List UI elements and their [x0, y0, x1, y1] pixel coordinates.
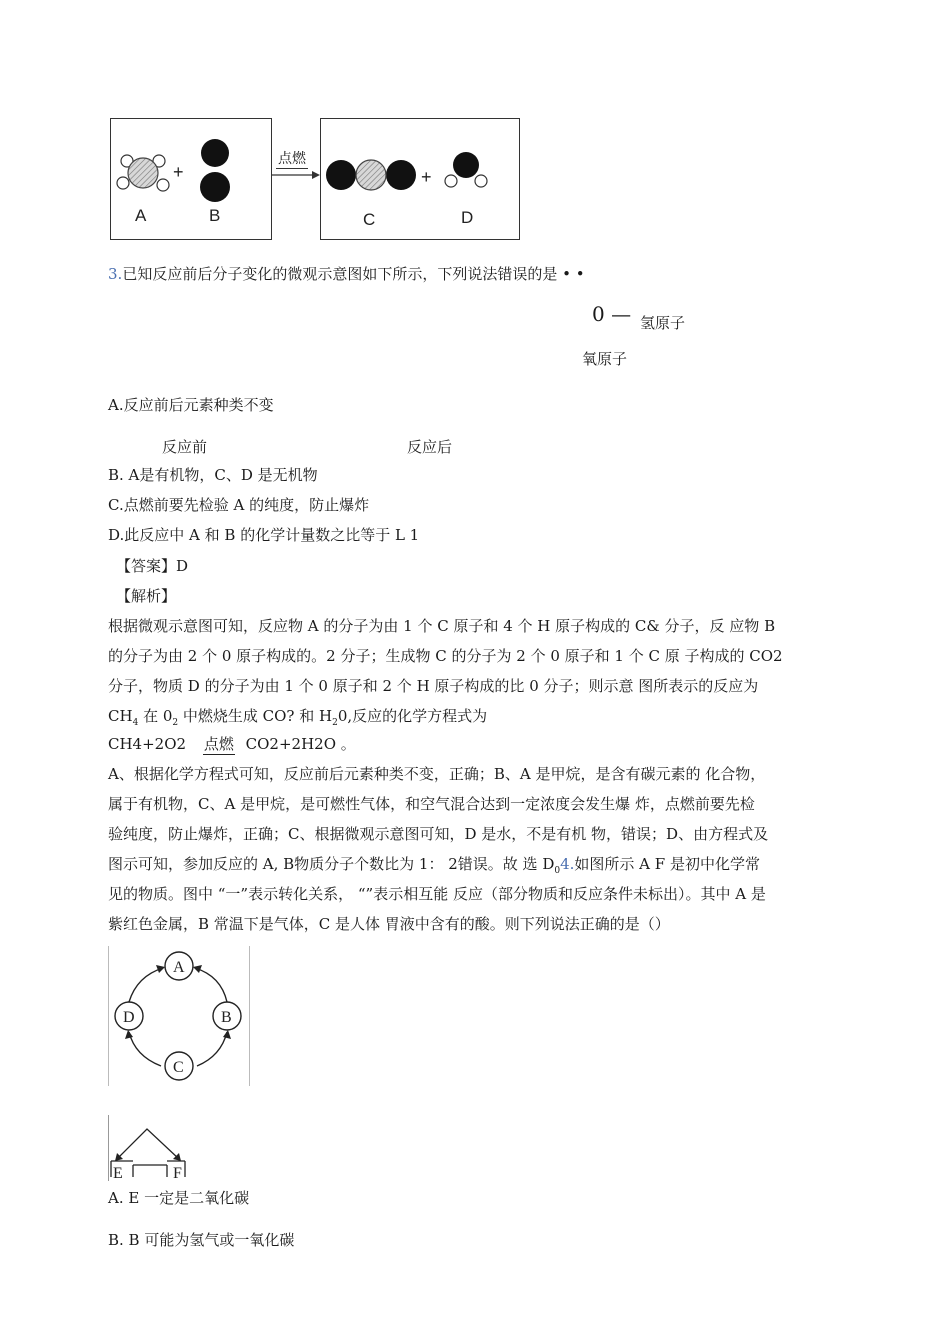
label-d: D	[461, 208, 474, 227]
label-a: A	[135, 206, 147, 225]
equation-right: CO2+2H2O 。	[245, 735, 356, 753]
plus-sign: +	[173, 162, 184, 182]
methane-molecule-icon	[117, 155, 169, 191]
sub-2b: 2	[332, 718, 338, 728]
arrow-label: 点燃	[276, 148, 308, 169]
equation-condition: 点燃	[203, 735, 234, 753]
q4-stem-line-1: 见的物质。图中 “一”表示转化关系， “”表示相互能 反应（部分物质和反应条件未标出）。其中 A 是	[108, 885, 766, 903]
node-a-label: A	[173, 959, 185, 976]
products-panel	[320, 118, 520, 240]
label-c: C	[363, 210, 376, 229]
ch-text: CH	[108, 707, 133, 725]
q3-answer: 【答案】D	[116, 557, 189, 575]
plus-sign-2: +	[421, 167, 432, 187]
explain-sub: 0	[554, 866, 561, 876]
node-c	[165, 1052, 193, 1080]
sub-4: 4	[132, 718, 139, 728]
after-label: 反应后	[407, 438, 453, 456]
sub-2: 2	[172, 718, 179, 728]
reactants-panel	[110, 118, 272, 240]
cycle-drawing	[109, 946, 249, 1086]
analysis-line-1: 根据微观示意图可知，反应物 A 的分子为由 1 个 C 原子和 4 个 H 原子构成的 C& 分子，反 应物 B	[108, 617, 776, 635]
in-text: 在 0	[138, 707, 173, 725]
node-b-label: B	[221, 1009, 232, 1026]
node-d-label: D	[123, 1009, 135, 1026]
mid-text: 中燃烧生成 CO? 和 H	[178, 707, 333, 725]
analysis-line-3: 分子，物质 D 的分子为由 1 个 0 原子和 2 个 H 原子构成的比 0 分子；则示意 图所表示的反应为	[108, 677, 759, 695]
explain-line-3: 验纯度，防止爆炸，正确；C、根据微观示意图可知，D 是水，不是有机 物，错误；D、由方程式及	[108, 825, 769, 843]
q3-option-d: D.此反应中 A 和 B 的化学计量数之比等于 L 1	[108, 526, 420, 544]
carbon-dioxide-molecule-icon	[326, 160, 416, 190]
node-b	[213, 1002, 241, 1030]
q3-stem	[108, 264, 585, 284]
explain-line-1: A、根据化学方程式可知，反应前后元素种类不变，正确；B、A 是甲烷，是含有碳元素的 化合物，	[108, 765, 766, 783]
node-e-label: E	[113, 1165, 123, 1181]
node-a	[165, 952, 193, 980]
analysis-line-2: 的分子为由 2 个 0 原子构成的。2 分子；生成物 C 的分子为 2 个 0 原子和 1 个 C 原 子构成的 CO2	[108, 647, 783, 665]
q3-stem-text: 已知反应前后分子变化的微观示意图如下所示，下列说法错误的是 • •	[122, 265, 585, 283]
node-f-label: F	[173, 1165, 182, 1181]
q4-stem-inline: 如图所示 A F 是初中化学常	[574, 855, 760, 873]
node-d	[115, 1002, 143, 1030]
legend-h-mark: 0 —	[592, 302, 632, 326]
right-arrow-icon	[272, 170, 320, 180]
q4-number: 4.	[560, 855, 575, 873]
ef-drawing	[109, 1115, 189, 1181]
q4-option-b: B. B 可能为氢气或一氧化碳	[108, 1231, 295, 1249]
legend-o-label: 氧原子	[582, 350, 628, 368]
products-drawing	[321, 119, 519, 239]
q4-option-a: A. E 一定是二氧化碳	[108, 1189, 250, 1207]
q3-option-b: B. A是有机物，C、D 是无机物	[108, 466, 318, 484]
explain-line-4-text: 图示可知，参加反应的 A, B物质分子个数比为 1： 2错误。故 选 D	[108, 855, 555, 873]
equation-left: CH4+2O2	[108, 735, 187, 753]
q3-number: 3.	[108, 265, 123, 283]
q3-analysis-head: 【解析】	[116, 587, 177, 605]
label-b: B	[209, 206, 221, 225]
end-text: 0,反应的化学方程式为	[337, 707, 488, 725]
legend-h-label: 氢原子	[640, 314, 686, 332]
water-molecule-icon	[445, 152, 487, 187]
analysis-line-4	[108, 706, 487, 733]
q3-option-c: C.点燃前要先检验 A 的纯度，防止爆炸	[108, 496, 370, 514]
before-label: 反应前	[162, 438, 208, 456]
reactants-drawing	[111, 119, 271, 239]
explain-line-4	[108, 854, 760, 881]
q4-stem-line-2: 紫红色金属，B 常温下是气体，C 是人体 胃液中含有的酸。则下列说法正确的是（）	[108, 915, 670, 933]
equation	[108, 734, 356, 755]
cycle-diagram	[108, 946, 250, 1086]
explain-line-2: 属于有机物，C、A 是甲烷，是可燃性气体，和空气混合达到一定浓度会发生爆 炸，点燃前要先检	[108, 795, 755, 813]
node-c-label: C	[173, 1059, 184, 1076]
ignition-arrow	[272, 148, 320, 188]
ef-diagram	[108, 1115, 189, 1181]
q3-option-a: A.反应前后元素种类不变	[108, 396, 274, 414]
oxygen-molecule-icon	[200, 139, 230, 202]
